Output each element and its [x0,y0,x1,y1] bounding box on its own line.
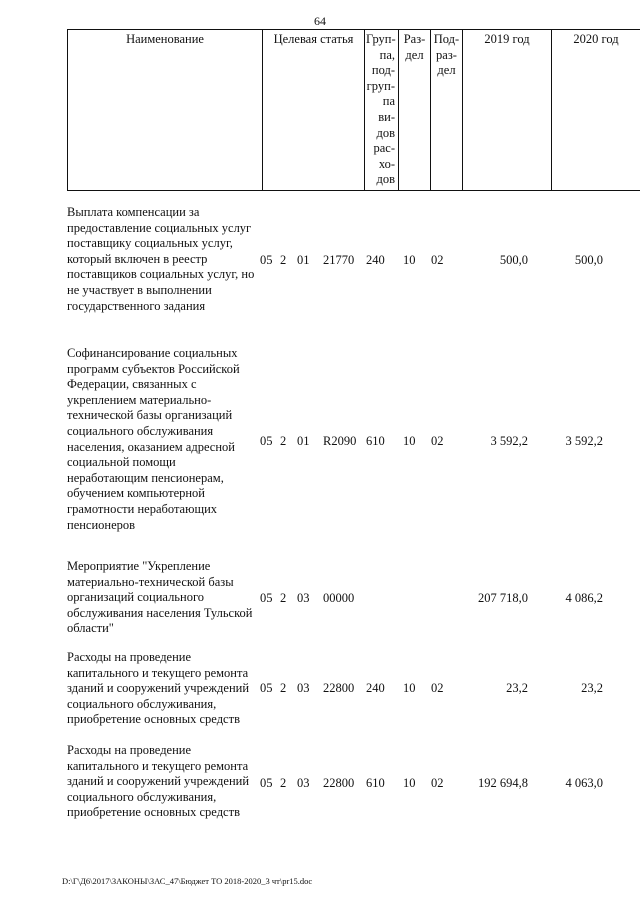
row-group: 240 [366,253,385,267]
row-razdel: 10 [403,681,416,695]
row-razdel: 10 [403,434,416,448]
header-year-2019: 2019 год [463,30,552,191]
row-name: Мероприятие "Укрепление материально-технической базы организаций социального обслуживания населения Тульской области" [67,559,253,636]
header-razdel-line: дел [405,47,424,62]
row-value-2019: 3 592,2 [490,434,528,448]
cs-subprogram: 2 [280,681,287,695]
cs-program: 05 [260,776,273,790]
table-row [67,205,619,317]
cs-direction: 22800 [323,776,355,790]
table-header [67,29,640,191]
row-name: Расходы на проведение капитального и текущего ремонта зданий и сооружений учреждений социального обслуживания, приобретение основных средств [67,743,250,820]
row-name: Выплата компенсации за предоставление социальных услуг поставщику социальных услуг, который включен в реестр поставщиков социальных услуг, но не участвует в выполнении государственного задания [67,205,255,313]
cs-subprogram: 2 [280,591,287,605]
cs-event: 03 [297,776,310,790]
cs-event: 03 [297,591,310,605]
header-razdel-line: Раз- [403,32,426,46]
header-group-line: хо- [378,156,395,171]
cs-program: 05 [260,591,273,605]
row-value-2019: 500,0 [499,253,528,267]
header-group-line: па, [379,47,395,62]
header-group-line: Груп- [366,32,396,46]
header-podrazdel-line: Под- [433,32,460,46]
cs-program: 05 [260,253,273,267]
header-group-line: па ви- [378,94,395,124]
header-name: Наименование [68,30,263,191]
cs-event: 01 [297,434,310,448]
cs-event: 01 [297,253,310,267]
header-podrazdel-line: дел [437,63,456,78]
header-target-article: Целевая статья [263,30,365,191]
header-razdel [399,30,431,191]
cs-event: 03 [297,681,310,695]
header-podrazdel-line: раз- [436,47,457,62]
table-row [67,559,619,639]
row-name: Расходы на проведение капитального и текущего ремонта зданий и сооружений учреждений социального обслуживания, приобретение основных средств [67,650,250,727]
footer-file-path: D:\Г\Д6\2017\ЗАКОНЫ\ЗАС_47\Бюджет ТО 2018-2020_3 чт\pr15.doc [62,876,313,886]
row-razdel: 10 [403,776,416,790]
cs-subprogram: 2 [280,776,287,790]
cs-program: 05 [260,681,273,695]
header-group-line: дов [376,172,395,187]
row-podrazdel: 02 [431,776,444,790]
cs-direction: 22800 [323,681,355,695]
row-value-2020: 3 592,2 [565,434,603,448]
cs-subprogram: 2 [280,253,287,267]
header-group-line: дов [376,125,395,140]
header-podrazdel [431,30,463,191]
row-group: 610 [366,776,385,790]
row-value-2020: 4 063,0 [565,776,603,790]
row-group: 610 [366,434,385,448]
cs-direction: 00000 [323,591,355,605]
cs-subprogram: 2 [280,434,287,448]
header-group [365,30,399,191]
header-group-line: под- [371,63,395,78]
cs-direction: R2090 [323,434,357,448]
row-podrazdel: 02 [431,434,444,448]
row-value-2019: 207 718,0 [478,591,528,605]
row-value-2020: 500,0 [574,253,603,267]
table-row [67,650,619,730]
cs-program: 05 [260,434,273,448]
row-value-2019: 23,2 [506,681,528,695]
row-podrazdel: 02 [431,253,444,267]
page-number: 64 [314,14,326,28]
row-value-2020: 23,2 [581,681,603,695]
row-value-2019: 192 694,8 [478,776,528,790]
table-row [67,743,619,823]
header-year-2020: 2020 год [552,30,640,191]
row-podrazdel: 02 [431,681,444,695]
row-razdel: 10 [403,253,416,267]
cs-direction: 21770 [323,253,355,267]
row-value-2020: 4 086,2 [565,591,603,605]
row-name: Софинансирование социальных программ субъектов Российской Федерации, связанных с укреплением материально-технической базы организаций социального обслуживания населения, оказанием адресной социальной помощи неработающим пенсионерам, обучением компьютерной грамотности неработающих пенсионеров [67,346,240,532]
row-group: 240 [366,681,385,695]
table-row [67,346,619,536]
header-group-line: груп- [366,78,395,93]
header-group-line: рас- [373,141,395,156]
